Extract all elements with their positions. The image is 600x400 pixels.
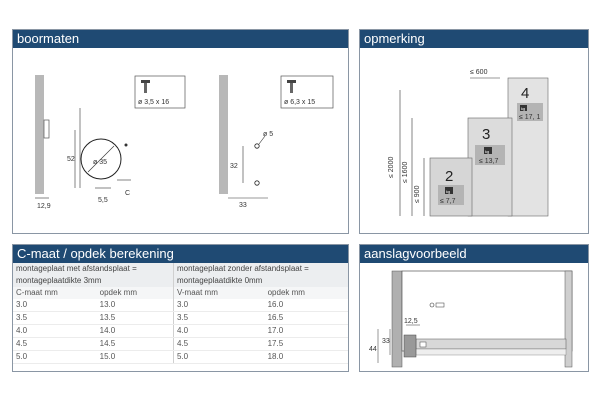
door-3-number: 3 [482, 126, 491, 143]
cabinet-side [392, 271, 402, 367]
caption-left-1: montageplaat met afstandsplaat = [13, 263, 173, 275]
table-cell: 14.0 [97, 325, 174, 338]
table-row [13, 325, 348, 338]
kg-label-4: kg [521, 106, 526, 111]
shelf-base [416, 349, 566, 355]
door-2-weight: ≤ 7,7 [440, 198, 456, 205]
panel-opmerking [359, 29, 589, 234]
table-cell: 3.5 [173, 312, 264, 325]
caption-left-2: montageplaatdikte 3mm [13, 275, 173, 287]
table-cell: 13.5 [97, 312, 174, 325]
stop-marker [436, 303, 444, 307]
dim-44: 44 [369, 346, 377, 353]
door-size-diagram [360, 48, 588, 233]
table-cell: 4.0 [13, 325, 97, 338]
column-header: opdek mm [97, 287, 174, 299]
door-4-number: 4 [521, 85, 530, 102]
table-cell: 5.0 [13, 351, 97, 364]
panel-cmaat [12, 244, 349, 372]
table-cell: 17.5 [265, 338, 348, 351]
table-cell: 15.0 [97, 351, 174, 364]
column-header: V-maat mm [173, 287, 264, 299]
kg-label-2: kg [446, 189, 451, 194]
caption-row-1 [13, 263, 348, 275]
dim-33: 33 [382, 338, 390, 345]
door-2-number: 2 [445, 168, 454, 185]
dim-33: 33 [239, 202, 247, 209]
hinge-detail [404, 335, 416, 357]
max-width-label: ≤ 600 [470, 69, 488, 76]
door-3-weight: ≤ 13,7 [479, 158, 499, 165]
hinge-pocket [44, 120, 49, 138]
door-edge-left [35, 75, 44, 194]
dim-c: C [125, 190, 131, 197]
table-cell: 4.0 [173, 325, 264, 338]
dim-12-5: 12,5 [404, 318, 418, 325]
caption-row-2 [13, 275, 348, 287]
column-header: C-maat mm [13, 287, 97, 299]
screw-label-left: ø 3,5 x 16 [138, 99, 170, 106]
dim-52: 52 [67, 156, 75, 163]
table-row [13, 351, 348, 364]
table-cell: 14.5 [97, 338, 174, 351]
screw-hole-top [255, 144, 259, 148]
column-header: opdek mm [265, 287, 348, 299]
table-cell: 3.5 [13, 312, 97, 325]
table-cell: 18.0 [265, 351, 348, 364]
panel-title-opmerking: opmerking [360, 30, 588, 48]
table-row [13, 338, 348, 351]
dim-32: 32 [230, 163, 238, 170]
table-cell: 5.0 [173, 351, 264, 364]
panel-boormaten [12, 29, 349, 234]
table-cell: 4.5 [173, 338, 264, 351]
stop-example-diagram [360, 263, 588, 371]
caption-right-2: montageplaatdikte 0mm [173, 275, 348, 287]
table-row [13, 299, 348, 312]
shelf-rail [416, 339, 566, 349]
stop-block [420, 342, 426, 347]
panel-title-cmaat: C-maat / opdek berekening [13, 245, 348, 263]
panel-aanslagvoorbeeld [359, 244, 589, 372]
panel-title-aanslagvoorbeeld: aanslagvoorbeeld [360, 245, 588, 263]
height-2000: ≤ 2000 [388, 156, 395, 178]
kg-label-3: kg [485, 149, 490, 154]
column-header-row [13, 287, 348, 299]
caption-right-1: montageplaat zonder afstandsplaat = [173, 263, 348, 275]
stop-screw [430, 303, 434, 307]
table-cell: 4.5 [13, 338, 97, 351]
height-1600: ≤ 1600 [402, 161, 409, 183]
table-cell: 17.0 [265, 325, 348, 338]
dim-diameter-5: ø 5 [263, 131, 274, 138]
table-cell: 16.0 [265, 299, 348, 312]
table-cell: 13.0 [97, 299, 174, 312]
table-cell: 3.0 [13, 299, 97, 312]
cmaat-table [13, 263, 348, 364]
dim-diameter-35: ø 35 [93, 159, 108, 166]
dim-5-5: 5,5 [98, 197, 108, 204]
frame-edge-right [219, 75, 228, 194]
door-4-weight: ≤ 17, 1 [519, 114, 541, 121]
screw-hole-bottom [255, 181, 259, 185]
table-row [13, 312, 348, 325]
panel-title-boormaten: boormaten [13, 30, 348, 48]
height-900: ≤ 900 [414, 185, 421, 203]
screw-label-right: ø 6,3 x 15 [284, 99, 316, 106]
dim-12-9: 12,9 [37, 203, 51, 210]
drilling-diagram [13, 48, 348, 233]
table-cell: 16.5 [265, 312, 348, 325]
table-cell: 3.0 [173, 299, 264, 312]
